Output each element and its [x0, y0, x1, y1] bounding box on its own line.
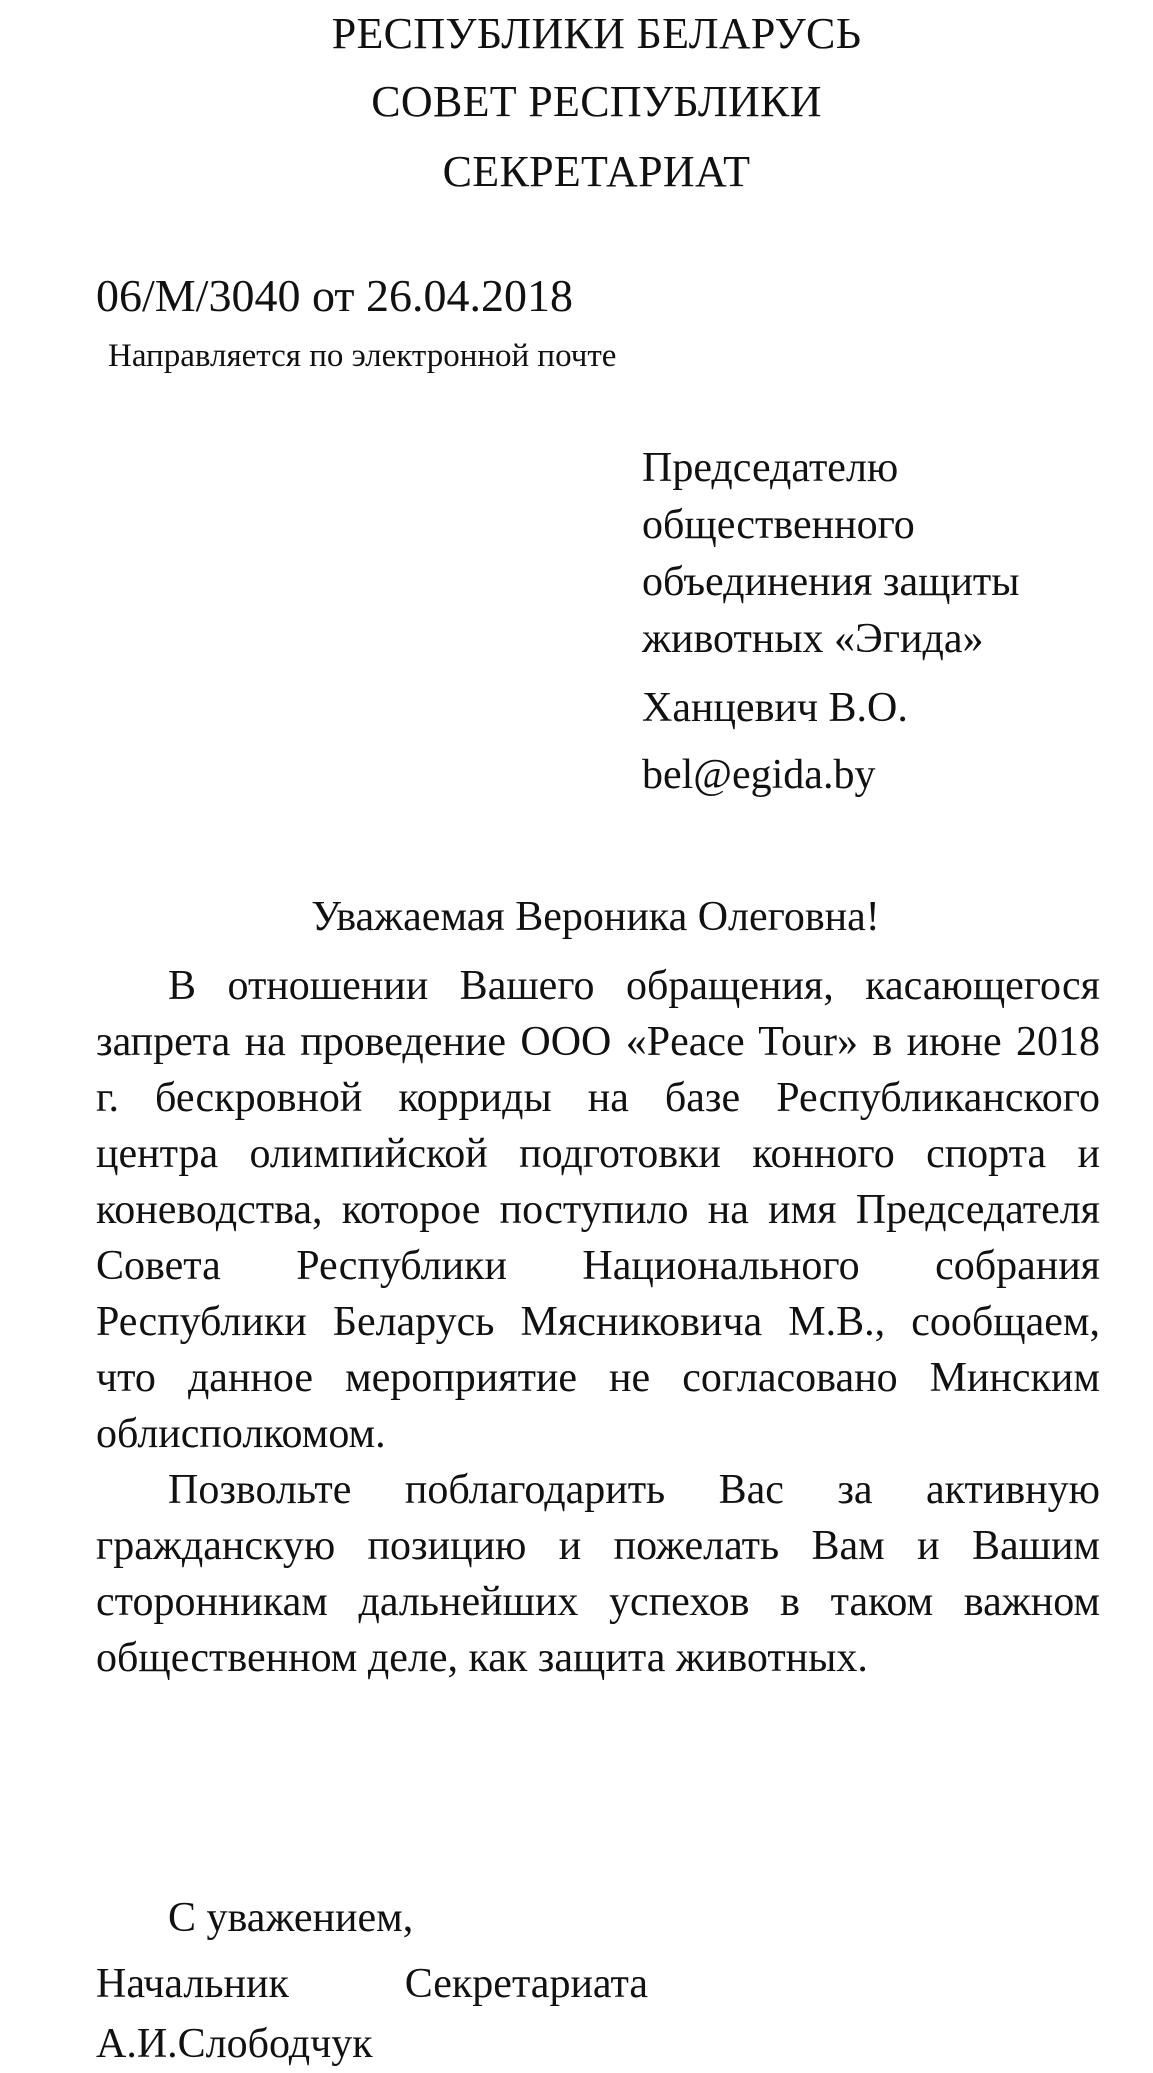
letter-body [96, 958, 1100, 1686]
recipient-title-line: объединения защиты [642, 559, 1020, 605]
recipient-title-line: общественного [642, 502, 915, 548]
closing-phrase: С уважением, [168, 1895, 414, 1941]
recipient-block [642, 440, 1102, 804]
recipient-title-line: Председателю [642, 445, 899, 491]
header-secretariat: СЕКРЕТАРИАТ [442, 147, 751, 196]
signer-name: А.И.Слободчук [96, 2021, 373, 2067]
body-paragraph-2: Позвольте поблагодарить Вас за активную гражданскую позицию и пожелать Вам и Вашим сторонникам дальнейших успехов в таком важном общественном деле, как защита животных. [96, 1467, 1100, 1681]
salutation: Уважаемая Вероника Олеговна! [311, 894, 880, 940]
reference-number-date: 06/М/3040 от 26.04.2018 [96, 270, 573, 321]
recipient-name: Ханцевич В.О. [642, 685, 908, 731]
signer-role: Начальник Секретариата [96, 1961, 648, 2007]
header-council: СОВЕТ РЕСПУБЛИКИ [371, 77, 822, 126]
delivery-note: Направляется по электронной почте [108, 338, 617, 374]
header-country: РЕСПУБЛИКИ БЕЛАРУСЬ [331, 9, 862, 58]
recipient-title-line: животных «Эгида» [642, 616, 984, 662]
body-paragraph-1: В отношении Вашего обращения, касающегося запрета на проведение ООО «Peace Tour» в июне 2018 г. бескровной корриды на базе Республиканского центра олимпийской подготовки конного спорта и коневодства, которое поступило на имя Председателя Совета Республики Национального собрания Республики Беларусь Мясниковича М.В., сообщаем, что данное мероприятие не согласовано Минским облисполкомом. [96, 963, 1100, 1457]
recipient-email: bel@egida.by [642, 752, 876, 798]
